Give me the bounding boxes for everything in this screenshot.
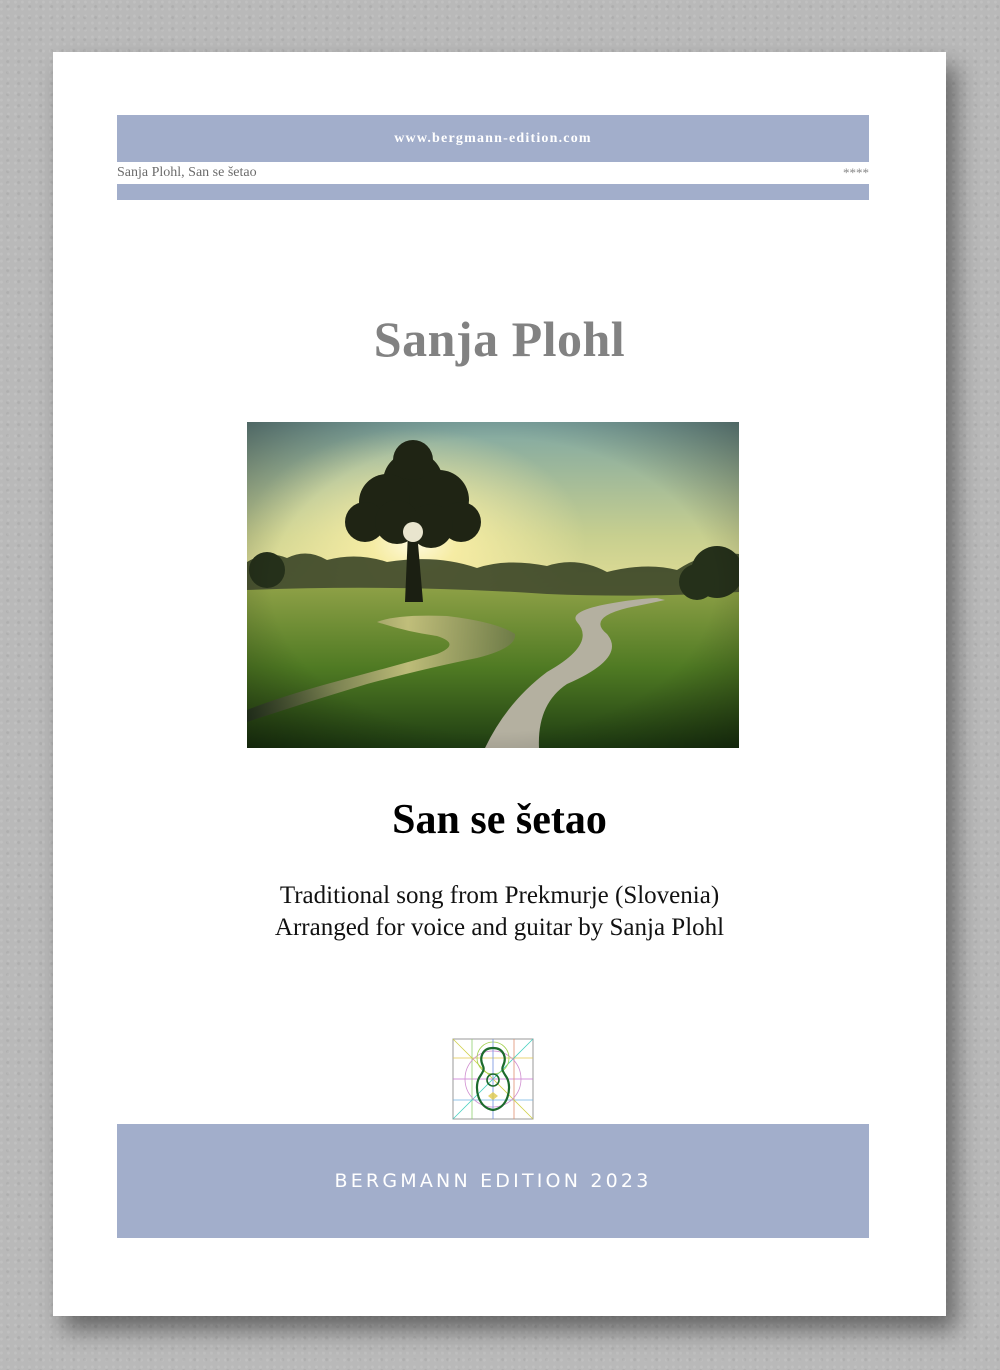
description-line-2: Arranged for voice and guitar by Sanja Plohl: [274, 914, 725, 941]
running-header: [117, 165, 869, 183]
guitar-logo-icon: [452, 1038, 534, 1120]
running-title: Sanja Plohl, San se šetao: [117, 165, 257, 180]
description-line-1: Traditional song from Prekmurje (Slovenia): [279, 882, 720, 909]
cover-photo: [247, 422, 739, 748]
publisher-line: BERGMANN EDITION 2023: [334, 1170, 652, 1192]
website-url[interactable]: www.bergmann-edition.com: [394, 130, 592, 146]
piece-title: San se šetao: [392, 797, 607, 843]
header-divider-band: [117, 184, 869, 200]
rating-marker: ****: [843, 165, 869, 180]
footer-band: [117, 1124, 869, 1238]
tree-at-sunset-with-path-icon: [247, 422, 739, 748]
header-band: [117, 115, 869, 162]
score-cover-page: [53, 52, 946, 1316]
composer-name: Sanja Plohl: [373, 311, 626, 367]
